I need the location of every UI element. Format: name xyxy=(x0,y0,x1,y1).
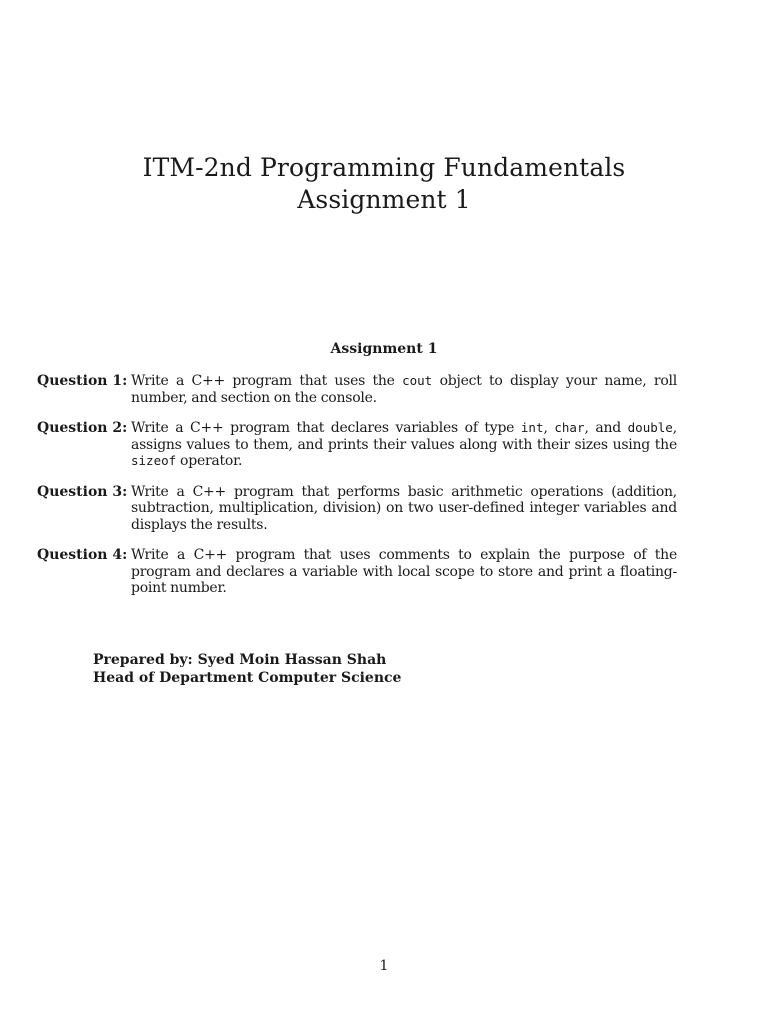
question-2-label: Question 2: xyxy=(37,420,128,436)
prepared-by-block xyxy=(93,651,401,687)
question-4-label: Question 4: xyxy=(37,547,128,563)
question-2-text-part: operator. xyxy=(176,453,243,469)
question-3 xyxy=(37,484,677,534)
code-term-double: double xyxy=(627,420,673,435)
question-list xyxy=(37,373,677,611)
question-1 xyxy=(37,373,677,406)
prepared-by-line: Prepared by: Syed Moin Hassan Shah xyxy=(93,652,387,668)
question-4 xyxy=(37,547,677,597)
question-2-text-part: , xyxy=(543,420,555,436)
code-term-cout: cout xyxy=(402,373,433,388)
section-heading: Assignment 1 xyxy=(330,341,438,357)
question-1-text-part: Write a C++ program that uses the xyxy=(131,373,403,389)
question-2-text-part: , assigns values to them, and prints their values along with their sizes using the xyxy=(131,420,677,453)
question-3-text: Write a C++ program that performs basic arithmetic operations (addition, subtraction, multiplication, division) on two user-defined integer variables and displays the results. xyxy=(131,483,677,533)
question-4-text: Write a C++ program that uses comments to explain the purpose of the program and declares a variable with local scope to store and print a floating-point number. xyxy=(131,547,677,596)
page-number: 1 xyxy=(379,958,389,974)
code-term-sizeof: sizeof xyxy=(131,453,177,468)
code-term-char: char xyxy=(554,420,585,435)
question-2-text-part: Write a C++ program that declares variables of type xyxy=(131,420,521,436)
document-title-line-2: Assignment 1 xyxy=(297,185,471,214)
question-1-text-part: object to display your name, roll number, and section on the console. xyxy=(131,373,677,406)
department-line: Head of Department Computer Science xyxy=(93,670,402,686)
question-1-label: Question 1: xyxy=(37,373,128,389)
document-title xyxy=(0,152,768,216)
question-2-text xyxy=(131,420,677,470)
question-2 xyxy=(37,420,677,470)
question-2-text-part: , and xyxy=(584,420,628,436)
question-3-label: Question 3: xyxy=(37,483,128,500)
document-title-line-1: ITM-2nd Programming Fundamentals xyxy=(142,153,626,182)
question-1-text xyxy=(131,373,677,406)
code-term-int: int xyxy=(520,420,544,435)
